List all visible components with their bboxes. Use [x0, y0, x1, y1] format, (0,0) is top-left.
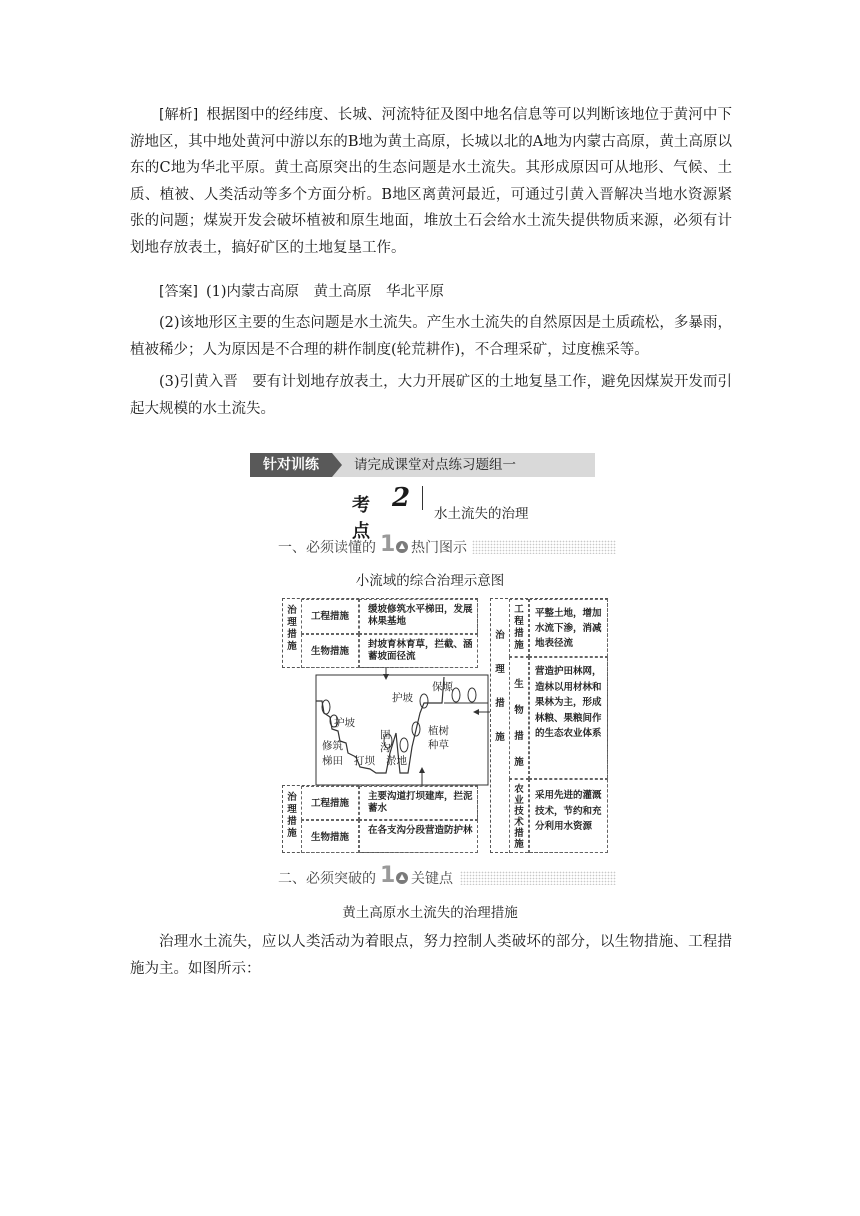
section1-number: 1: [380, 532, 396, 557]
training-banner: [250, 453, 595, 477]
training-tag: 针对训练: [250, 453, 332, 477]
label-yudi: 淤地: [386, 755, 407, 767]
section2-prefix: 二、必须突破的: [278, 871, 376, 887]
section1-prefix: 一、必须读懂的: [278, 540, 376, 556]
top-row2-type: 生物措施: [301, 634, 359, 668]
subtitle: 黄土高原水土流失的治理措施: [342, 905, 518, 921]
kaodian-title: 水土流失的治理: [434, 506, 529, 522]
right-row1-type: 工程措施: [509, 599, 529, 657]
right-row3-content: 采用先进的灌溉技术，节约和充分利用水资源: [529, 779, 608, 853]
dotted-rule: [460, 871, 616, 885]
top-row1-content: 缓坡修筑水平梯田，发展林果基地: [359, 599, 478, 634]
analysis-text: 根据图中的经纬度、长城、河流特征及图中地名信息等可以判断该地位于黄河中下游地区，其中地处黄河中游以东的B地为黄土高原，长城以北的A地为内蒙古高原，黄土高原以东的C地为华北平原。黄土高原突出的生态问题是水土流失。其形成原因可从地形、气候、土质、植被、人类活动等多个方面分析。B地区离黄河最近，可通过引黄入晋解决当地水资源紧张的问题；煤炭开发会破坏植被和原生地面，堆放土石会给水土流失提供物质来源，必须有计划地存放表土，搞好矿区的土地复垦工作。: [130, 107, 732, 256]
bottom-table-group: 治理措施: [287, 792, 297, 839]
section2-suffix: 关键点: [411, 871, 453, 887]
label-zhishu-2: 种草: [428, 739, 449, 751]
label-baoyuan: 保塬: [432, 681, 453, 693]
bottom-row1-content: 主要沟道打坝建库，拦泥蓄水: [359, 786, 478, 820]
dotted-rule: [472, 540, 616, 554]
label-xiuzhu: 修筑: [322, 740, 343, 752]
up-arrow-icon: [396, 872, 408, 884]
section1-suffix: 热门图示: [411, 540, 467, 556]
right-row3-type: 农业技术措施: [509, 779, 529, 853]
label-hupo-right: 护坡: [392, 692, 413, 704]
right-row2-content: 营造护田林网，造林以用材林和果林为主，形成林粮、果粮间作的生态农业体系: [529, 657, 608, 779]
answer-paragraph-1: [130, 279, 732, 306]
kaodian-divider: [422, 486, 423, 510]
banner-arrow-icon: [332, 453, 342, 477]
label-gugou-2: 沟: [380, 742, 391, 754]
kaodian-number: 2: [392, 483, 411, 513]
answer-paragraph-2: (2)该地形区主要的生态问题是水土流失。产生水土流失的自然原因是土质疏松，多暴雨，植被稀少；人为原因是不合理的耕作制度(轮荒耕作)，不合理采矿，过度樵采等。: [130, 315, 732, 358]
bottom-row1-type: 工程措施: [301, 786, 359, 820]
top-row2-content: 封坡育林育草，拦截、涵蓄坡面径流: [359, 634, 478, 668]
answer-paragraph-3: (3)引黄入晋 要有计划地存放表土，大力开展矿区的土地复垦工作，避免因煤炭开发而引起大规模的水土流失。: [130, 374, 732, 417]
up-arrow-icon: [396, 541, 408, 553]
section-heading-1: [278, 532, 616, 558]
bottom-row2-type: 生物措施: [301, 820, 359, 853]
section2-number: 1: [380, 863, 396, 888]
right-table-group: 治理措施: [495, 630, 505, 743]
right-row2-type: 生物措施: [509, 657, 529, 779]
right-measures-table: [490, 598, 608, 853]
answer-text-1: (1)内蒙古高原 黄土高原 华北平原: [205, 284, 444, 300]
label-daba: 打坝: [354, 755, 375, 767]
analysis-tag: [解析]: [159, 107, 199, 123]
top-row1-type: 工程措施: [301, 599, 359, 634]
figure-title: 小流域的综合治理示意图: [355, 573, 505, 589]
label-gugou-1: 固: [380, 729, 391, 741]
answer-tag: [答案]: [159, 284, 198, 300]
label-titian: 梯田: [322, 755, 343, 767]
training-text: 请完成课堂对点练习题组一: [354, 457, 516, 473]
final-paragraph: 治理水土流失，应以人类活动为着眼点，努力控制人类破坏的部分，以生物措施、工程措施为主。如图所示：: [130, 934, 732, 977]
analysis-paragraph: [130, 102, 732, 261]
label-zhishu-1: 植树: [428, 725, 449, 737]
bottom-measures-table: [282, 785, 478, 853]
kaodian-label: 考点: [352, 495, 370, 542]
right-row1-content: 平整土地，增加水流下渗，消减地表径流: [529, 599, 608, 657]
top-table-group: 治理措施: [287, 605, 297, 652]
label-hupo-left: 护坡: [334, 717, 355, 729]
bottom-row2-content: 在各支沟分段营造防护林: [359, 820, 478, 853]
watershed-diagram: [282, 595, 610, 857]
section-heading-2: [278, 863, 616, 889]
